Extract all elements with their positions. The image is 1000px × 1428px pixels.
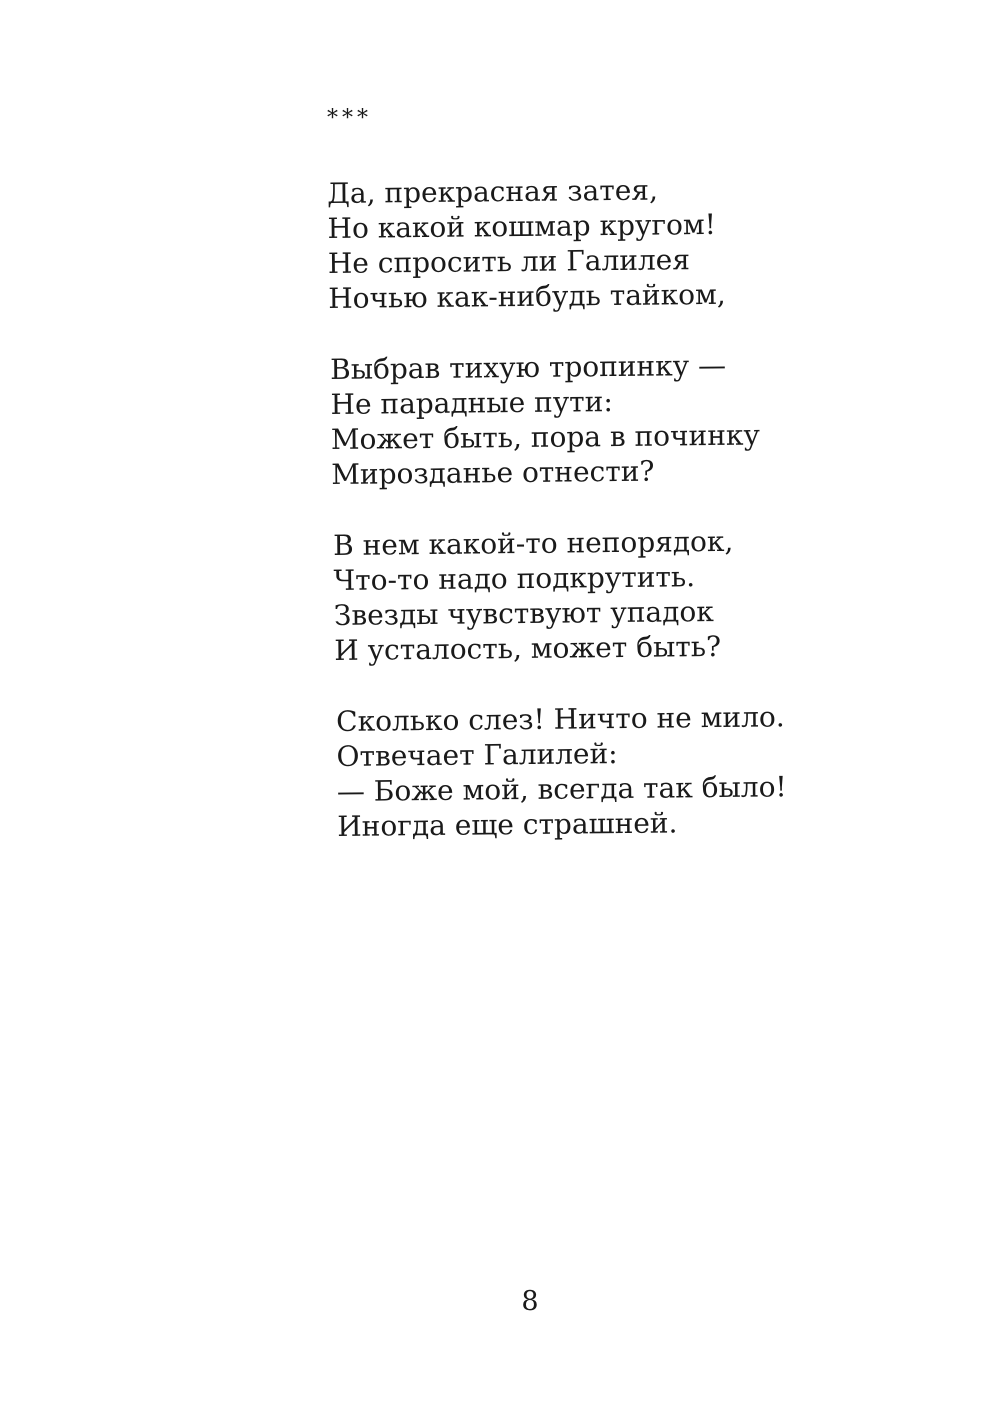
poem-line: Не спросить ли Галилея [327, 243, 691, 280]
poem-line: — Боже мой, всегда так было! [336, 770, 787, 808]
poem-line: Что-то надо подкрутить. [333, 560, 696, 597]
page-number: 8 [521, 1286, 539, 1317]
poem-line: Выбрав тихую тропинку — [330, 348, 727, 386]
poem-separator: *** [327, 106, 372, 131]
poem-line: Иногда еще страшней. [337, 806, 678, 843]
poem-line: Но какой кошмар кругом! [327, 207, 717, 245]
poem-line: Звезды чувствуют упадок [333, 595, 714, 632]
poem-line: В нем какой-то непорядок, [333, 524, 734, 562]
poem-line: И усталость, может быть? [334, 629, 722, 667]
stanza-1 [327, 170, 888, 316]
poem-line: Не парадные пути: [330, 385, 613, 421]
stanza-3 [333, 522, 888, 668]
stanza-4 [336, 698, 888, 844]
poem-line: Может быть, пора в починку [330, 418, 761, 456]
poem-line: Мирозданье отнести? [331, 454, 655, 491]
poem-line: Да, прекрасная затея, [327, 173, 659, 210]
poem-line: Ночью как-нибудь тайком, [328, 277, 726, 315]
poem-line: Отвечает Галилей: [336, 737, 618, 773]
poem [327, 108, 887, 880]
stanza-2 [330, 346, 888, 492]
poem-line: Сколько слез! Ничто не мило. [336, 700, 785, 738]
